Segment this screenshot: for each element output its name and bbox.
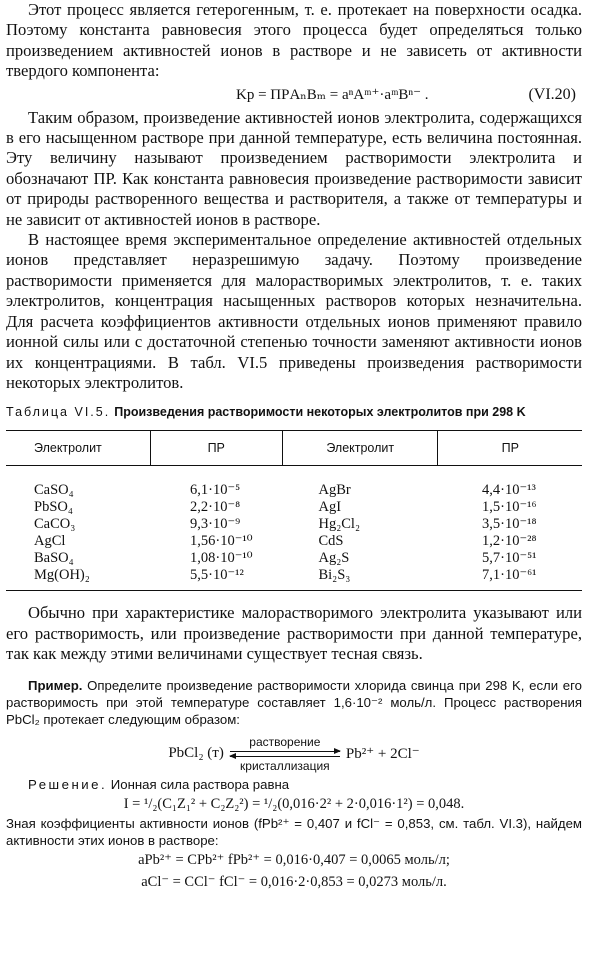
table-row [6,567,582,591]
forward-arrow-icon [230,751,340,752]
activity-pb-formula: aPb²⁺ = CPb²⁺ fPb²⁺ = 0,016·0,407 = 0,0065 моль/л; [138,851,450,868]
cell: 5,5·10⁻¹² [190,567,244,584]
cell: CaCO₃ [34,516,76,533]
table-caption [6,405,582,420]
activity-cl-formula: aCl⁻ = CCl⁻ fCl⁻ = 0,016·2·0,853 = 0,0273 моль/л. [141,873,447,890]
example-text: Определите произведение растворимости хлорида свинца при 298 K, если его растворимость при этой температуре составляет 1,6·10⁻² моль/л. Процесс растворения PbCl₂ протекает следующим образом: [6,677,582,727]
cell: CaSO₄ [34,482,74,499]
example-block [6,677,582,728]
equilibrium-arrow [230,735,340,773]
paragraph-1: Этот процесс является гетерогенным, т. е. протекает на поверхности осадка. Поэтому константа равновесия этого процесса будет определяться только произведением активностей ионов в растворе и не зависеть от активности твердого компонента: [6,0,582,81]
solution-line [6,776,582,793]
table-row [6,466,582,500]
paragraph-2: Таким образом, произведение активностей ионов электролита, содержащихся в его насыщенном растворе при данной температуре, есть величина постоянная. Эту величину называют произведением растворимости электролита и обозначают ПР. Как константа равновесия произведение растворимости зависит от природы растворенного вещества и растворителя, а также от температуры и не зависит от активностей ионов в растворе. [6,107,582,229]
equation-body: Kр = ПРAₙBₘ = aⁿAᵐ⁺·aᵐBⁿ⁻ . [236,87,429,104]
solution-text: Ионная сила раствора равна [110,776,290,792]
reaction-right: Pb²⁺ + 2Cl⁻ [345,746,420,763]
cell: 1,5·10⁻¹⁶ [481,499,537,516]
cell: Mg(OH)₂ [34,567,90,584]
cell: Hg₂Cl₂ [318,516,361,533]
cell: 1,56·10⁻¹⁰ [190,533,253,550]
table-header-row [6,431,582,466]
cell: AgI [318,499,342,516]
cell: AgBr [318,482,351,499]
paragraph-4: Обычно при характеристике малорастворимого электролита указывают или его растворимость, или произведение растворимости при данной температуре, так как между этими величинами существует тесная связь. [6,603,582,664]
cell: 4,4·10⁻¹³ [481,482,536,499]
header-electrolyte-2: Электролит [282,431,438,466]
arrow-label-bottom: кристаллизация [240,758,330,773]
cell: 5,7·10⁻⁵¹ [481,550,537,567]
cell: 1,2·10⁻²⁸ [481,533,537,550]
cell: 1,08·10⁻¹⁰ [190,550,253,567]
cell: PbSO₄ [34,499,73,516]
table-row [6,499,582,516]
reaction-equation [6,732,582,776]
solubility-table [6,430,582,591]
reaction-left: PbCl₂ (т) [168,745,224,762]
table-label: Таблица VI.5. [6,405,111,420]
equation-vi-20 [6,82,582,108]
cell: 7,1·10⁻⁶¹ [481,567,537,584]
equation-number: (VI.20) [528,85,576,103]
cell: 9,3·10⁻⁹ [190,516,241,533]
cell: AgCl [34,533,66,550]
solution-label: Решение. [28,776,108,792]
cell: 3,5·10⁻¹⁸ [481,516,537,533]
table-row [6,516,582,533]
paragraph-3: В настоящее время экспериментальное определение активностей отдельных ионов представляет неразрешимую задачу. Поэтому произведение растворимости применяется для малорастворимых электролитов, т. е. таких электролитов, концентрация насыщенных растворов которых незначительна. Для расчета коэффициентов активности отдельных ионов применяют правило ионной силы или с достаточной степенью точности заменяют активности ионов их концентрациями. В табл. VI.5 приведены произведения растворимости некоторых электролитов. [6,230,582,392]
table-title: Произведения растворимости некоторых электролитов при 298 K [114,405,526,420]
header-pr-2: ПР [438,431,582,466]
cell: 6,1·10⁻⁵ [190,482,241,499]
coefficient-text: Зная коэффициенты активности ионов (fPb²⁺ = 0,407 и fCl⁻ = 0,853, см. табл. VI.3), найдем активности этих ионов в растворе: [6,815,582,848]
ionic-strength-formula: I = ¹/₂(C₁Z₁² + C₂Z₂²) = ¹/₂(0,016·2² + 2·0,016·1²) = 0,048. [123,795,465,812]
arrow-label-top: растворение [249,734,321,749]
backward-arrow-icon [230,756,340,757]
header-pr-1: ПР [150,431,282,466]
table-row [6,533,582,550]
cell: 2,2·10⁻⁸ [190,499,241,516]
cell: Bi₂S₃ [318,567,351,584]
header-electrolyte-1: Электролит [6,431,150,466]
cell: Ag₂S [318,550,350,567]
example-label: Пример. [28,677,83,693]
cell: BaSO₄ [34,550,74,567]
cell: CdS [318,533,344,550]
table-row [6,550,582,567]
